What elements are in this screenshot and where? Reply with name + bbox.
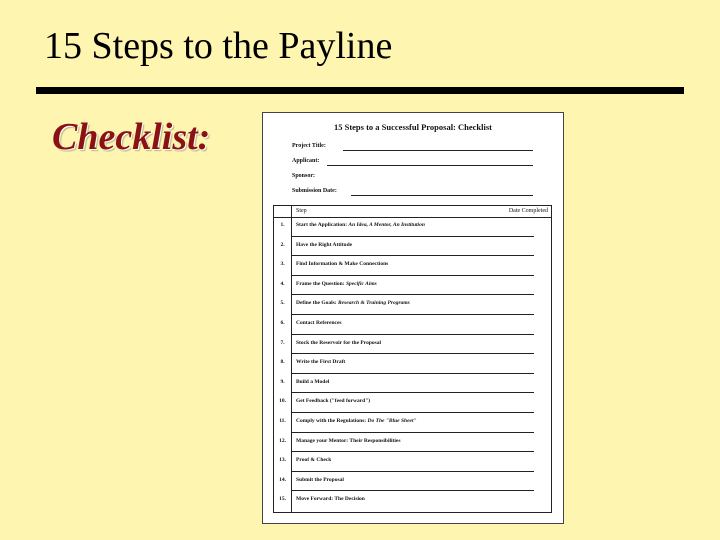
row-step-text: Define the Goals: Research & Training Programs — [296, 300, 410, 307]
row-step-text: Get Feedback ("feed forward") — [296, 398, 371, 405]
table-row — [274, 491, 551, 511]
row-number: 15. — [279, 496, 286, 503]
table-row — [274, 256, 551, 276]
title-divider — [36, 87, 684, 94]
row-number: 5. — [280, 300, 285, 307]
field-applicant-label: Applicant: — [292, 158, 320, 164]
row-step-text: Stock the Reservoir for the Proposal — [296, 339, 382, 346]
row-step-text: Frame the Question: Specific Aims — [296, 280, 377, 287]
table-row — [274, 452, 551, 472]
row-number: 6. — [280, 320, 285, 326]
row-number: 14. — [279, 476, 286, 483]
row-number: 10. — [279, 398, 286, 405]
document-title: 15 Steps to a Successful Proposal: Checklist — [333, 122, 493, 132]
field-project-title-line — [343, 150, 533, 151]
table-row — [274, 433, 551, 453]
row-step-text: Have the Right Attitude — [296, 241, 353, 248]
slide-title: 15 Steps to the Payline — [44, 25, 393, 67]
row-step-text: Find Information & Make Connections — [296, 261, 389, 268]
table-header-date-completed: Date Completed — [508, 208, 548, 214]
slide-subtitle: Checklist: — [52, 116, 211, 158]
row-number: 3. — [280, 261, 285, 268]
table-row — [274, 237, 551, 257]
checklist-table — [273, 205, 552, 513]
field-applicant-line — [327, 165, 533, 166]
field-sponsor-label: Sponsor: — [292, 173, 316, 179]
row-number: 11. — [279, 418, 286, 424]
checklist-document — [262, 112, 564, 524]
field-project-title-label: Project Title: — [292, 143, 326, 149]
row-number: 12. — [279, 437, 286, 444]
row-step-text: Manage your Mentor: Their Responsibilities — [296, 437, 401, 444]
row-number: 7. — [280, 339, 285, 346]
table-row — [274, 374, 551, 394]
row-number: 2. — [280, 241, 285, 248]
table-row — [274, 276, 551, 296]
row-step-text: Submit the Proposal — [296, 476, 344, 483]
row-step-text: Start the Application: An Idea, A Mentor, An Institution — [296, 222, 425, 228]
table-row — [274, 335, 551, 355]
table-header-step: Step — [296, 208, 307, 214]
row-number: 4. — [280, 280, 285, 287]
field-submission-date-line — [351, 195, 533, 196]
row-step-text: Write the First Draft — [296, 359, 346, 366]
row-step-text: Proof & Check — [296, 457, 332, 464]
row-step-text: Build a Model — [296, 378, 330, 385]
row-number: 1. — [280, 222, 285, 228]
row-number: 9. — [280, 378, 285, 385]
row-step-text: Contact References — [296, 320, 342, 326]
table-row — [274, 413, 551, 433]
table-row — [274, 393, 551, 413]
table-row — [274, 354, 551, 374]
row-step-text: Comply with the Regulations: Do The "Blue Sheet" — [296, 418, 417, 424]
row-number: 13. — [279, 457, 286, 464]
table-row — [274, 315, 551, 335]
table-row — [274, 295, 551, 315]
field-submission-date-label: Submission Date: — [292, 188, 337, 194]
table-row — [274, 217, 551, 237]
row-number: 8. — [280, 359, 285, 366]
table-row — [274, 472, 551, 492]
row-step-text: Move Forward: The Decision — [296, 496, 365, 503]
